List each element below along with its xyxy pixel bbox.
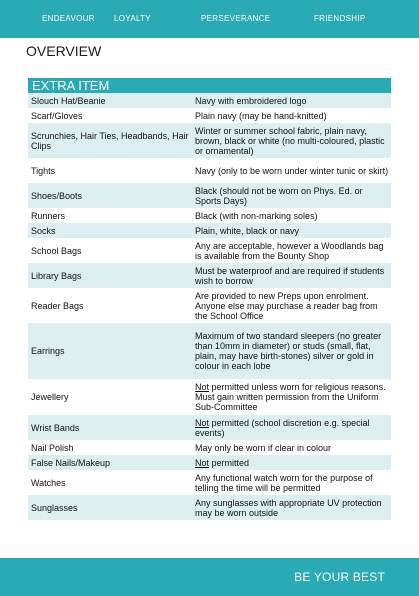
table-row [28, 158, 391, 183]
item-name: Socks [28, 223, 192, 238]
not-emphasis: Not [195, 457, 210, 468]
table-row [28, 470, 391, 495]
table-row [28, 288, 391, 323]
item-name: Jewellery [28, 379, 192, 415]
table-row [28, 495, 391, 520]
table-row [28, 223, 391, 238]
value-loyalty: LOYALTY [114, 14, 151, 23]
item-name: Earrings [28, 323, 192, 379]
item-description [192, 455, 391, 470]
item-name: School Bags [28, 238, 192, 263]
item-description: Black (should not be worn on Phys. Ed. or Sports Days) [192, 183, 391, 208]
item-name: Scrunchies, Hair Ties, Headbands, Hair Clips [28, 123, 192, 158]
item-description: Maximum of two standard sleepers (no greater than 10mm in diameter) or studs (small, flat, plain, may have birth-stones) silver or gold in colour in each lobe [192, 323, 391, 379]
item-description: Black (with non-marking soles) [192, 208, 391, 223]
not-emphasis: Not [195, 382, 210, 392]
item-description: Must be waterproof and are required if students wish to borrow [192, 263, 391, 288]
item-description: Navy with embroidered logo [192, 93, 391, 108]
item-name: Watches [28, 470, 192, 495]
item-name: Wrist Bands [28, 415, 192, 440]
item-description [192, 379, 391, 415]
item-name: Tights [28, 158, 192, 183]
page-heading: OVERVIEW [26, 43, 102, 59]
item-name: Library Bags [28, 263, 192, 288]
table-row [28, 93, 391, 108]
table-row [28, 108, 391, 123]
table-row [28, 238, 391, 263]
item-name: Runners [28, 208, 192, 223]
table-row [28, 263, 391, 288]
description-text: permitted unless worn for religious reasons. Must gain written permission from the Uniform Sub-Committee [195, 382, 386, 412]
table-row [28, 208, 391, 223]
description-text: permitted (school discretion e.g. special events) [195, 417, 370, 438]
item-description: Plain, white, black or navy [192, 223, 391, 238]
not-emphasis: Not [195, 417, 210, 428]
footer-motto: BE YOUR BEST [294, 570, 385, 584]
item-description [192, 415, 391, 440]
table-row [28, 415, 391, 440]
item-description: May only be worn if clear in colour [192, 440, 391, 455]
item-name: False Nails/Makeup [28, 455, 192, 470]
uniform-items-table [28, 93, 391, 520]
item-name: Sunglasses [28, 495, 192, 520]
item-description: Any are acceptable, however a Woodlands bag is available from the Bounty Shop [192, 238, 391, 263]
table-row [28, 323, 391, 379]
item-name: Shoes/Boots [28, 183, 192, 208]
table-row [28, 123, 391, 158]
item-description: Plain navy (may be hand-knitted) [192, 108, 391, 123]
item-name: Nail Polish [28, 440, 192, 455]
school-values-banner [0, 0, 419, 38]
table-row [28, 440, 391, 455]
footer-banner [0, 558, 419, 596]
item-description: Winter or summer school fabric, plain navy, brown, black or white (no multi-coloured, plastic or ornamental) [192, 123, 391, 158]
value-perseverance: PERSEVERANCE [201, 14, 271, 23]
uniform-table [28, 78, 391, 520]
item-name: Scarf/Gloves [28, 108, 192, 123]
table-row [28, 455, 391, 470]
item-name: Slouch Hat/Beanie [28, 93, 192, 108]
table-title: EXTRA ITEM [28, 78, 391, 93]
table-row [28, 183, 391, 208]
description-text: permitted [209, 457, 250, 468]
table-row [28, 379, 391, 415]
item-description: Navy (only to be worn under winter tunic or skirt) [192, 158, 391, 183]
item-name: Reader Bags [28, 288, 192, 323]
value-friendship: FRIENDSHIP [314, 14, 366, 23]
value-endeavour: ENDEAVOUR [42, 14, 95, 23]
item-description: Any functional watch worn for the purpose of telling the time will be permitted [192, 470, 391, 495]
item-description: Any sunglasses with appropriate UV protection may be worn outside [192, 495, 391, 520]
item-description: Are provided to new Preps upon enrolment. Anyone else may purchase a reader bag from the School Office [192, 288, 391, 323]
